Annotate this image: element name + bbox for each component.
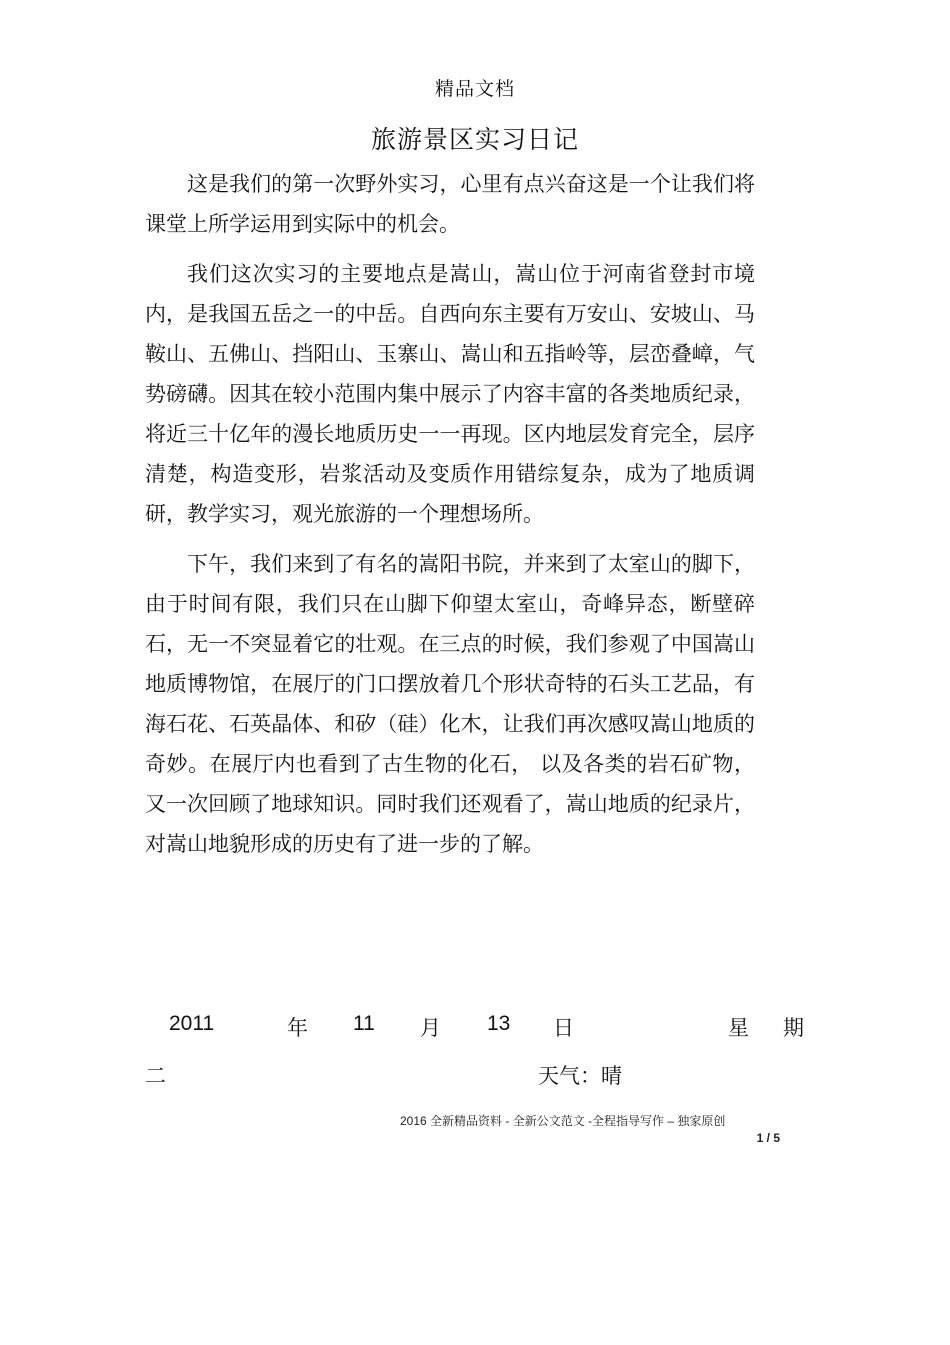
page-footer bbox=[400, 1112, 780, 1145]
weekday-weather-line bbox=[145, 1060, 745, 1096]
paragraph-2: 我们这次实习的主要地点是嵩山，嵩山位于河南省登封市境内，是我国五岳之一的中岳。自西向东主要有万安山、安坡山、马鞍山、五佛山、挡阳山、玉寨山、嵩山和五指岭等，层峦叠嶂，气势磅礴。因其在较小范围内集中展示了内容丰富的各类地质纪录，将近三十亿年的漫长地质历史一一再现。区内地层发育完全，层序清楚，构造变形，岩浆活动及变质作用错综复杂，成为了地质调研，教学实习，观光旅游的一个理想场所。 bbox=[145, 262, 755, 526]
date-year-unit: 年 bbox=[287, 1016, 308, 1040]
paragraph-1: 这是我们的第一次野外实习，心里有点兴奋这是一个让我们将课堂上所学运用到实际中的机会。 bbox=[145, 172, 755, 236]
paragraph-3: 下午，我们来到了有名的嵩阳书院，并来到了太室山的脚下，由于时间有限，我们只在山脚下仰望太室山，奇峰异态，断壁碎石，无一不突显着它的壮观。在三点的时候，我们参观了中国嵩山地质博物馆，在展厅的门口摆放着几个形状奇特的石头工艺品，有海石花、石英晶体、和矽（硅）化木，让我们再次感叹嵩山地质的奇妙。在展厅内也看到了古生物的化石， 以及各类的岩石矿物， 又一次回顾了地球知识。同时我们还观看了，嵩山地质的纪录片，对嵩山地貌形成的历史有了进一步的了解。 bbox=[145, 552, 755, 856]
weekday-char-3: 二 bbox=[145, 1064, 166, 1088]
date-day-unit: 日 bbox=[553, 1016, 574, 1040]
page-header: 精品文档 bbox=[434, 78, 515, 100]
weekday-char-2: 期 bbox=[783, 1016, 804, 1040]
footer-text: 2016 全新精品资料 - 全新公文范文 -全程指导写作 – 独家原创 bbox=[400, 1114, 726, 1128]
weekday-char-1: 星 bbox=[728, 1016, 749, 1040]
page-number: 1 / 5 bbox=[756, 1131, 780, 1145]
date-month: 11 bbox=[353, 1012, 375, 1035]
document-body bbox=[145, 164, 755, 864]
weather: 天气：晴 bbox=[538, 1064, 622, 1088]
date-month-unit: 月 bbox=[420, 1016, 441, 1040]
date-year: 2011 bbox=[169, 1012, 215, 1035]
date-line bbox=[145, 1012, 815, 1048]
date-day: 13 bbox=[487, 1012, 511, 1035]
document-title: 旅游景区实习日记 bbox=[370, 125, 579, 154]
